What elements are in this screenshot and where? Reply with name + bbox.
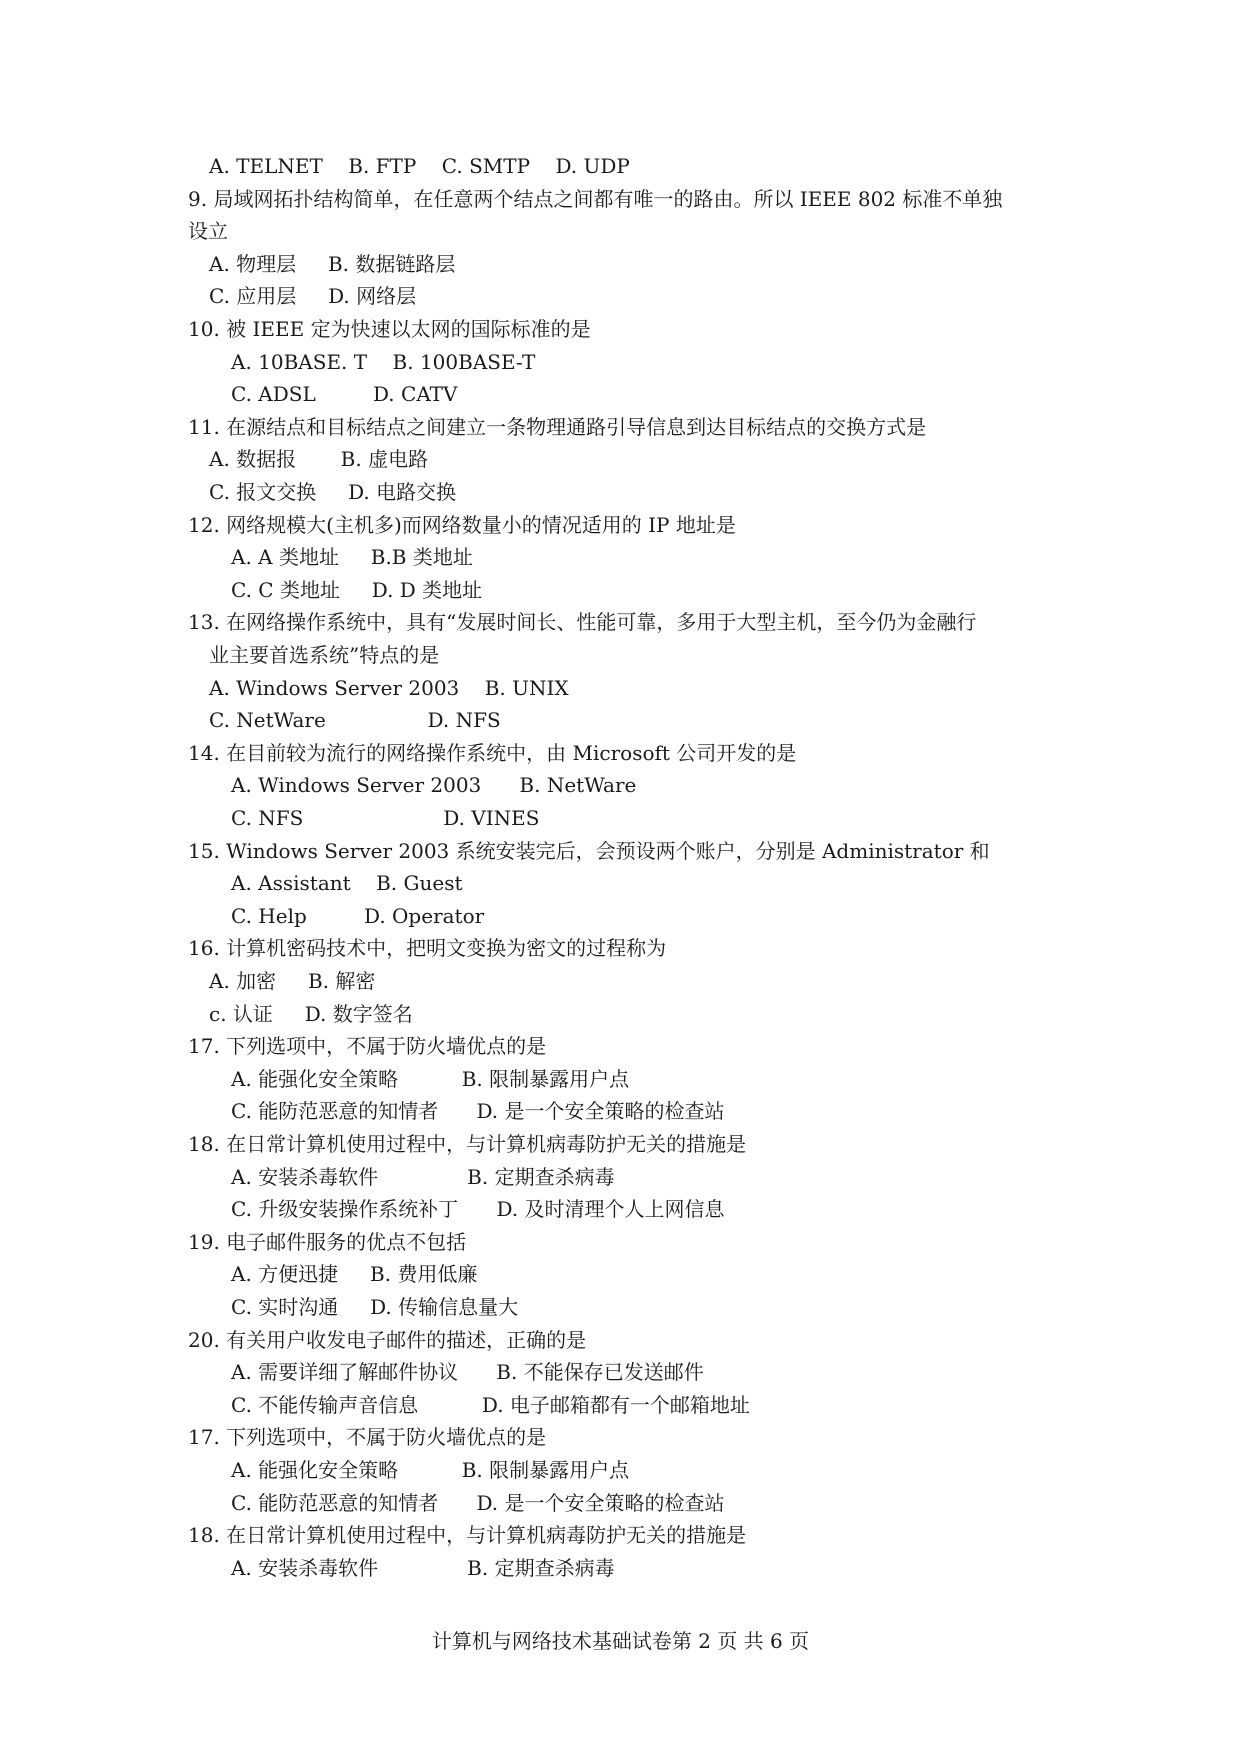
option-line: C. ADSL D. CATV	[231, 382, 458, 407]
option-line: A. 10BASE. T B. 100BASE-T	[231, 349, 536, 374]
option-line: A. 物理层 B. 数据链路层	[209, 251, 456, 276]
question-line: 18. 在日常计算机使用过程中，与计算机病毒防护无关的措施是	[188, 1523, 747, 1548]
question-line: 13. 在网络操作系统中，具有“发展时间长、性能可靠，多用于大型主机，至今仍为金融行	[188, 610, 977, 635]
question-line: 9. 局域网拓扑结构简单，在任意两个结点之间都有唯一的路由。所以 IEEE 802 标准不单独	[188, 186, 1003, 211]
option-line: C. Help D. Operator	[231, 903, 485, 928]
option-line: A. 能强化安全策略 B. 限制暴露用户点	[231, 1458, 630, 1482]
question-line: 设立	[188, 219, 228, 244]
question-line: 19. 电子邮件服务的优点不包括	[188, 1229, 467, 1254]
option-line: A. 数据报 B. 虚电路	[209, 447, 429, 472]
question-line: 10. 被 IEEE 定为快速以太网的国际标准的是	[188, 317, 591, 341]
option-line: 业主要首选系统”特点的是	[209, 643, 440, 667]
option-line: C. 报文交换 D. 电路交换	[209, 480, 457, 504]
question-line: 12. 网络规模大(主机多)而网络数量小的情况适用的 IP 地址是	[188, 512, 736, 537]
question-line: 17. 下列选项中，不属于防火墙优点的是	[188, 1425, 547, 1450]
option-line: C. 应用层 D. 网络层	[209, 284, 417, 309]
option-line: C. 升级安装操作系统补丁 D. 及时清理个人上网信息	[231, 1197, 725, 1222]
option-line: C. 能防范恶意的知情者 D. 是一个安全策略的检查站	[231, 1099, 725, 1124]
question-line: 20. 有关用户收发电子邮件的描述，正确的是	[188, 1327, 587, 1352]
question-line: 15. Windows Server 2003 系统安装完后，会预设两个账户，分别是 Administrator 和	[188, 838, 990, 863]
question-line: 17. 下列选项中，不属于防火墙优点的是	[188, 1034, 547, 1059]
option-line: A. Windows Server 2003 B. UNIX	[209, 675, 569, 700]
page-footer: 计算机与网络技术基础试卷第 2 页 共 6 页	[431, 1629, 810, 1653]
option-line: C. NetWare D. NFS	[209, 708, 501, 733]
option-line: A. A 类地址 B.B 类地址	[231, 545, 473, 570]
option-line: A. 安装杀毒软件 B. 定期查杀病毒	[231, 1555, 615, 1580]
option-line: C. 能防范恶意的知情者 D. 是一个安全策略的检查站	[231, 1490, 725, 1515]
option-line: A. 方便迅捷 B. 费用低廉	[231, 1262, 478, 1287]
question-line: 16. 计算机密码技术中，把明文变换为密文的过程称为	[188, 936, 667, 961]
option-line: C. NFS D. VINES	[231, 806, 540, 830]
option-line: A. 安装杀毒软件 B. 定期查杀病毒	[231, 1164, 615, 1189]
option-line: c. 认证 D. 数字签名	[209, 1001, 413, 1026]
question-line: 18. 在日常计算机使用过程中，与计算机病毒防护无关的措施是	[188, 1132, 747, 1156]
question-line: 14. 在目前较为流行的网络操作系统中，由 Microsoft 公司开发的是	[188, 740, 797, 765]
option-line: A. Windows Server 2003 B. NetWare	[231, 773, 637, 798]
option-line: C. C 类地址 D. D 类地址	[231, 577, 483, 602]
question-line: 11. 在源结点和目标结点之间建立一条物理通路引导信息到达目标结点的交换方式是	[188, 414, 927, 439]
option-line: A. 能强化安全策略 B. 限制暴露用户点	[231, 1066, 630, 1091]
option-line: A. TELNET B. FTP C. SMTP D. UDP	[209, 154, 630, 178]
option-line: C. 实时沟通 D. 传输信息量大	[231, 1295, 519, 1319]
option-line: A. Assistant B. Guest	[231, 871, 463, 896]
option-line: A. 需要详细了解邮件协议 B. 不能保存已发送邮件	[231, 1360, 704, 1385]
option-line: C. 不能传输声音信息 D. 电子邮箱都有一个邮箱地址	[231, 1392, 750, 1417]
option-line: A. 加密 B. 解密	[209, 969, 376, 993]
